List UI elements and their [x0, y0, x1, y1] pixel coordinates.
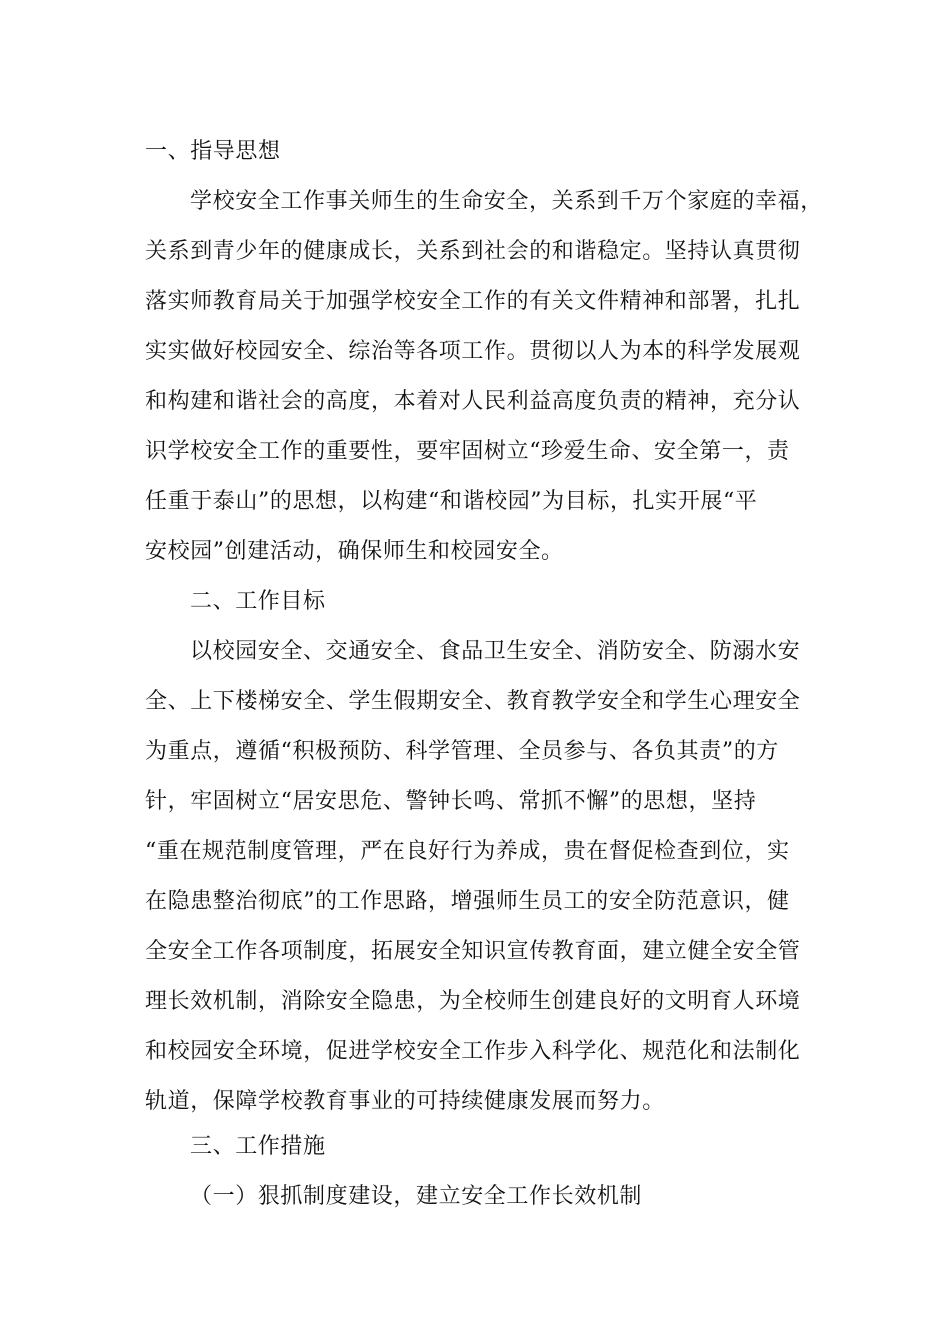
paragraph-line: 全、上下楼梯安全、学生假期安全、教育教学安全和学生心理安全	[145, 689, 801, 714]
section-heading-guiding-ideology: 一、指导思想	[145, 139, 281, 164]
paragraph-line: 安校园”创建活动，确保师生和校园安全。	[145, 539, 564, 564]
paragraph-line: 针，牢固树立“居安思危、警钟长鸣、常抓不懈”的思想，坚持	[145, 789, 757, 814]
paragraph-line: 全安全工作各项制度，拓展安全知识宣传教育面，建立健全安全管	[145, 939, 801, 964]
paragraph-line: 为重点，遵循“积极预防、科学管理、全员参与、各负其责”的方	[145, 739, 779, 764]
section-heading-work-measures: 三、工作措施	[190, 1134, 326, 1159]
paragraph-line: “重在规范制度管理，严在良好行为养成，贵在督促检查到位，实	[145, 839, 790, 864]
paragraph-line: 在隐患整治彻底”的工作思路，增强师生员工的安全防范意识，健	[145, 889, 790, 914]
paragraph-line: 落实师教育局关于加强学校安全工作的有关文件精神和部署，扎扎	[145, 289, 801, 314]
paragraph-guiding-ideology	[145, 177, 823, 577]
paragraph-line: 轨道，保障学校教育事业的可持续健康发展而努力。	[145, 1089, 665, 1114]
paragraph-line: 任重于泰山”的思想，以构建“和谐校园”为目标，扎实开展“平	[145, 489, 758, 514]
paragraph-line: 关系到青少年的健康成长，关系到社会的和谐稳定。坚持认真贯彻	[145, 239, 801, 264]
paragraph-line: 实实做好校园安全、综治等各项工作。贯彻以人为本的科学发展观	[145, 339, 801, 364]
subsection-heading-system-building: （一）狠抓制度建设，建立安全工作长效机制	[190, 1184, 643, 1209]
paragraph-line: 和校园安全环境，促进学校安全工作步入科学化、规范化和法制化	[145, 1039, 801, 1064]
paragraph-line: 学校安全工作事关师生的生命安全，关系到千万个家庭的幸福，	[190, 189, 823, 214]
paragraph-line: 以校园安全、交通安全、食品卫生安全、消防安全、防溺水安	[190, 639, 801, 664]
section-heading-work-goals: 二、工作目标	[190, 589, 326, 614]
paragraph-work-goals	[145, 627, 815, 1127]
paragraph-line: 识学校安全工作的重要性，要牢固树立“珍爱生命、安全第一，责	[145, 439, 790, 464]
paragraph-line: 理长效机制，消除安全隐患，为全校师生创建良好的文明育人环境	[145, 989, 801, 1014]
paragraph-line: 和构建和谐社会的高度，本着对人民利益高度负责的精神，充分认	[145, 389, 801, 414]
